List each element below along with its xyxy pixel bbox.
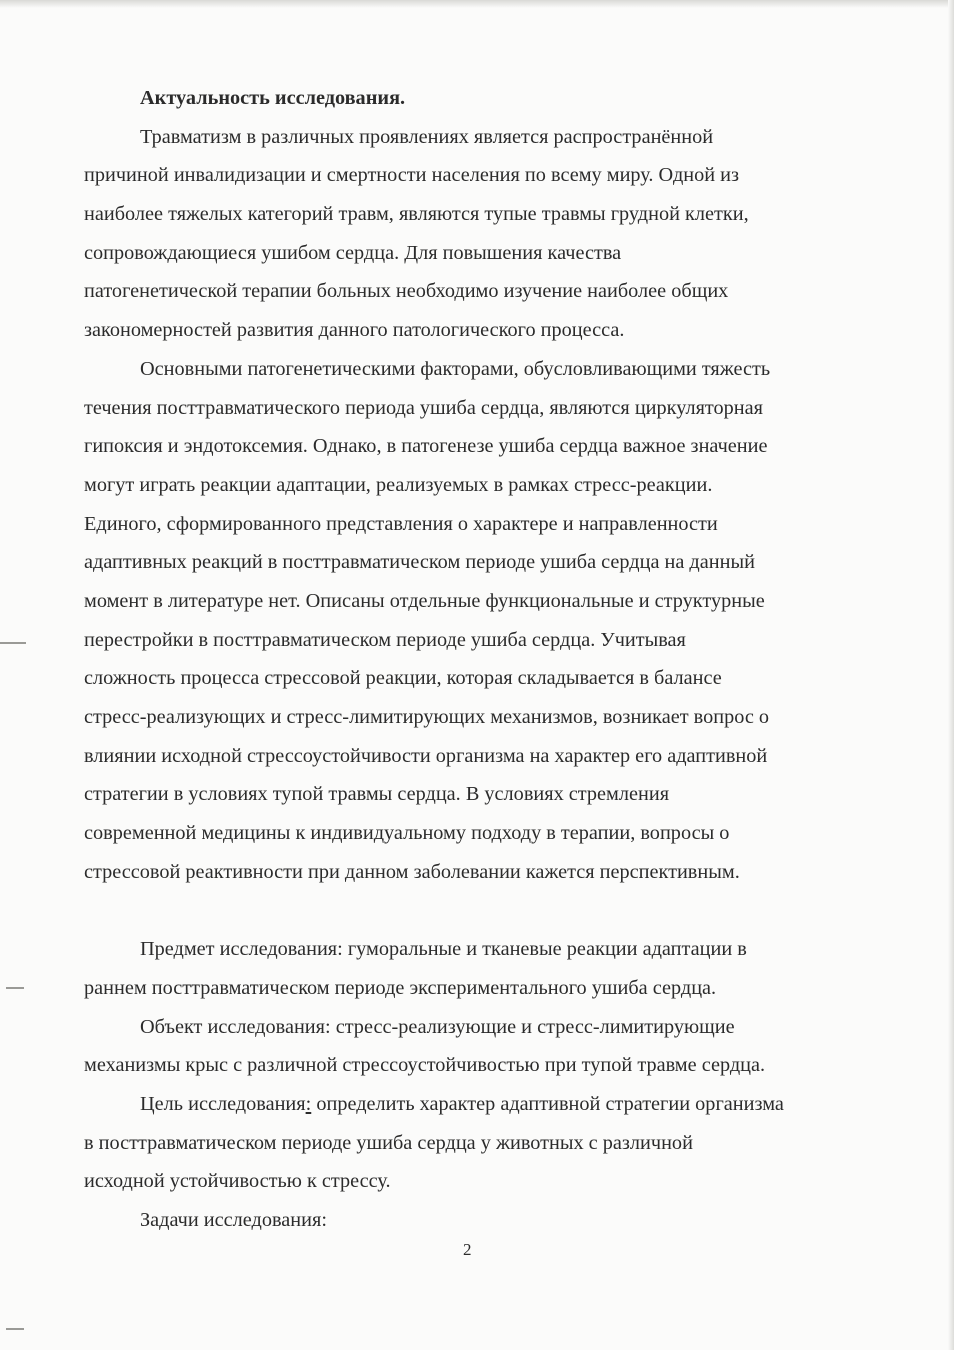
text-line: стресс-реализующих и стресс-лимитирующих механизмов, возникает вопрос о <box>84 706 770 728</box>
paragraph-subject <box>84 930 874 1007</box>
text-line: адаптивных реакций в посттравматическом периоде ушиба сердца на данный <box>84 551 755 574</box>
text-line: в посттравматическом периоде ушиба сердца у животных с различной <box>84 1131 693 1154</box>
text-line: наиболее тяжелых категорий травм, являются тупые травмы грудной клетки, <box>84 203 749 226</box>
text-line: современной медицины к индивидуальному подходу в терапии, вопросы о <box>84 822 730 845</box>
text-line: Единого, сформированного представления о характере и направленности <box>84 512 718 535</box>
text-line: перестройки в посттравматическом периоде ушиба сердца. Учитывая <box>84 628 686 651</box>
paragraph-tasks <box>84 1201 874 1240</box>
text-line: стратегии в условиях тупой травмы сердца. В условиях стремления <box>84 783 670 806</box>
text-line: сложность процесса стрессовой реакции, которая складывается в балансе <box>84 667 722 690</box>
scan-edge-right <box>948 0 954 1350</box>
page-number: 2 <box>463 1240 472 1259</box>
text-line: течения посттравматического периода ушиба сердца, являются циркуляторная <box>84 396 763 419</box>
text-line: момент в литературе нет. Описаны отдельные функциональные и структурные <box>84 589 765 612</box>
text-line: сопровождающиеся ушибом сердца. Для повышения качества <box>84 241 622 264</box>
text-line: Основными патогенетическими факторами, обусловливающими тяжесть <box>140 357 771 380</box>
text-line: стрессовой реактивности при данном заболевании кажется перспективным. <box>84 860 740 883</box>
scan-mark <box>6 987 24 989</box>
paragraph-object <box>84 1008 874 1085</box>
goal-text: определить характер адаптивной стратегии организма <box>311 1092 784 1115</box>
goal-label: Цель исследования <box>140 1092 306 1115</box>
text-line: механизмы крыс с различной стрессоустойчивостью при тупой травме сердца. <box>84 1054 766 1077</box>
document-body <box>84 79 874 1240</box>
text-line: исходной устойчивостью к стрессу. <box>84 1170 391 1193</box>
blank-line <box>84 891 874 930</box>
text-line: Предмет исследования: гуморальные и тканевые реакции адаптации в <box>140 938 747 961</box>
goal-colon: : <box>305 1092 312 1115</box>
text-line: причиной инвалидизации и смертности населения по всему миру. Одной из <box>84 164 740 187</box>
text-line: могут играть реакции адаптации, реализуемых в рамках стресс-реакции. <box>84 473 713 496</box>
paragraph-relevance-intro <box>84 118 874 350</box>
section-title: Актуальность исследования. <box>140 87 406 109</box>
text-line: патогенетической терапии больных необходимо изучение наиболее общих <box>84 280 729 303</box>
paragraph-pathogenesis <box>84 350 874 892</box>
text-line: раннем посттравматическом периоде экспериментального ушиба сердца. <box>84 976 717 999</box>
scan-mark <box>0 642 26 644</box>
text-line: влиянии исходной стрессоустойчивости организма на характер его адаптивной <box>84 744 768 767</box>
text-line: закономерностей развития данного патологического процесса. <box>84 319 625 342</box>
text-line: Объект исследования: стресс-реализующие и стресс-лимитирующие <box>140 1015 735 1038</box>
paragraph-goal <box>84 1085 874 1201</box>
text-line: гипоксия и эндотоксемия. Однако, в патогенезе ушиба сердца важное значение <box>84 435 768 458</box>
text-line <box>84 1085 874 1124</box>
scan-edge-top <box>0 0 954 8</box>
text-line: Травматизм в различных проявлениях является распространённой <box>140 125 714 148</box>
tasks-label: Задачи исследования: <box>140 1208 327 1231</box>
scan-mark <box>6 1328 24 1330</box>
